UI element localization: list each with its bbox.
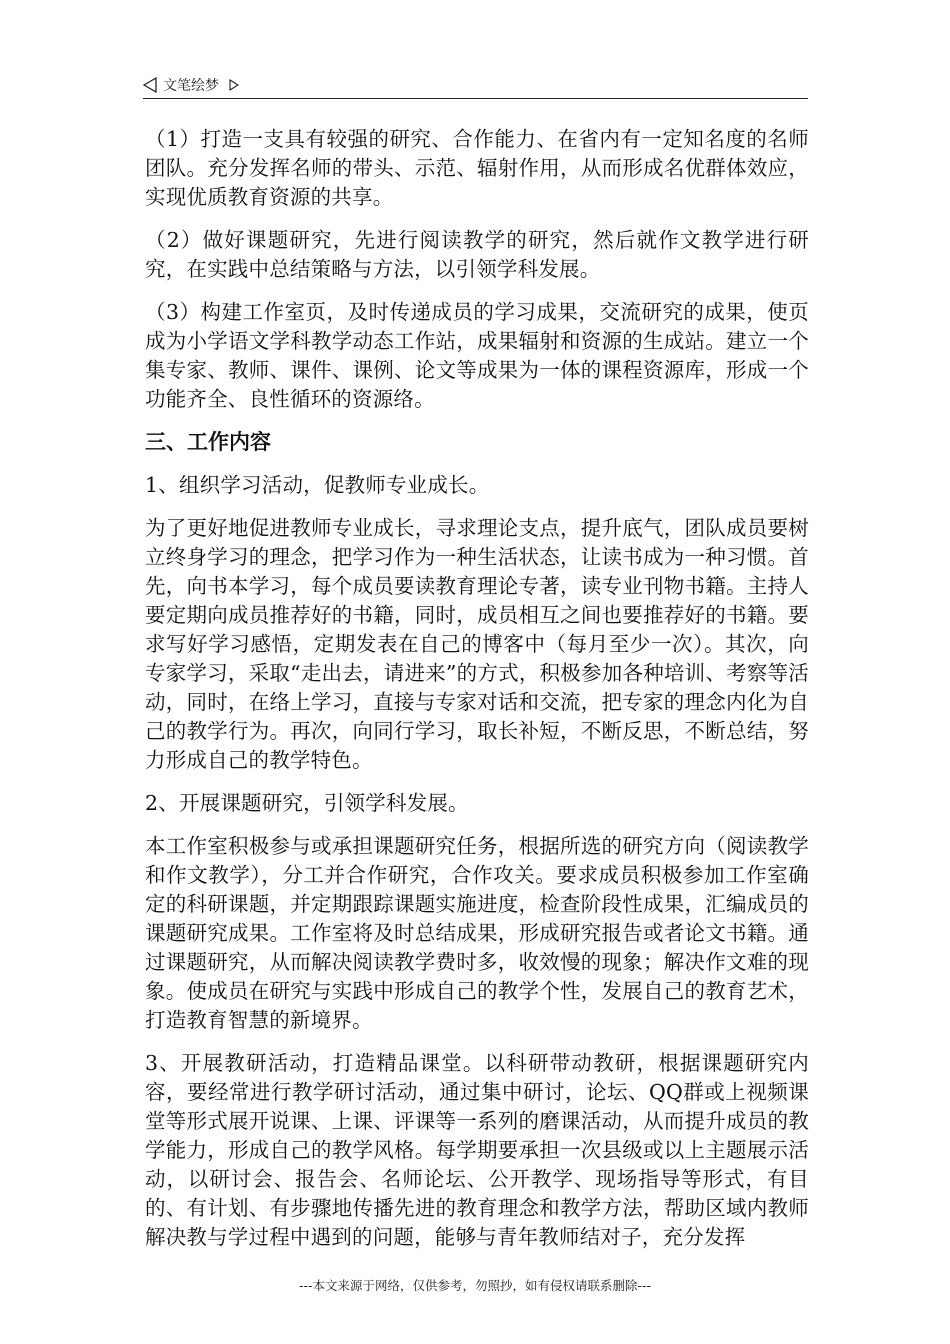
subsection-body-2: 本工作室积极参与或承担课题研究任务，根据所选的研究方向（阅读教学和作文教学），分工并合作研究，合作攻关。要求成员积极参加工作室确定的科研课题，并定期跟踪课题实施进度，检查阶段性成果，汇编成员的课题研究成果。工作室将及时总结成果，形成研究报告或者论文书籍。通过课题研究，从而解决阅读教学费时多，收效慢的现象；解决作文难的现象。使成员在研究与实践中形成自己的教学个性，发展自己的教育艺术，打造教育智慧的新境界。 xyxy=(145,834,809,1032)
document-body xyxy=(145,125,809,1266)
footer-disclaimer: ---本文来源于网络，仅供参考，勿照抄，如有侵权请联系删除--- xyxy=(298,1278,652,1293)
triangle-right-icon xyxy=(229,79,239,91)
triangle-left-icon xyxy=(143,77,157,93)
subsection-title-1: 1、组织学习活动，促教师专业成长。 xyxy=(145,473,490,497)
section-heading: 三、工作内容 xyxy=(145,430,271,454)
goal-paragraph-2: （2）做好课题研究，先进行阅读教学的研究，然后就作文教学进行研究，在实践中总结策略与方法，以引领学科发展。 xyxy=(145,228,809,281)
page-header xyxy=(143,74,808,99)
goal-paragraph-3: （3）构建工作室页，及时传递成员的学习成果，交流研究的成果，使页成为小学语文学科教学动态工作站，成果辐射和资源的生成站。建立一个集专家、教师、课件、课例、论文等成果为一体的课程资源库，形成一个功能齐全、良性循环的资源络。 xyxy=(145,300,809,411)
goal-paragraph-1: （1）打造一支具有较强的研究、合作能力、在省内有一定知名度的名师团队。充分发挥名师的带头、示范、辐射作用，从而形成名优群体效应，实现优质教育资源的共享。 xyxy=(145,127,809,209)
subsection-title-2: 2、开展课题研究，引领学科发展。 xyxy=(145,791,469,815)
subsection-body-3: 3、开展教研活动，打造精品课堂。以科研带动教研，根据课题研究内容，要经常进行教学研讨活动，通过集中研讨，论坛、QQ群或上视频课堂等形式展开说课、上课、评课等一系列的磨课活动，从而提升成员的教学能力，形成自己的教学风格。每学期要承担一次县级或以上主题展示活动，以研讨会、报告会、名师论坛、公开教学、现场指导等形式，有目的、有计划、有步骤地传播先进的教育理念和教学方法，帮助区域内教师解决教与学过程中遇到的问题，能够与青年教师结对子，充分发挥 xyxy=(145,1051,809,1249)
header-brand xyxy=(143,75,239,95)
subsection-body-1: 为了更好地促进教师专业成长，寻求理论支点，提升底气，团队成员要树立终身学习的理念，把学习作为一种生活状态，让读书成为一种习惯。首先，向书本学习，每个成员要读教育理论专著，读专业刊物书籍。主持人要定期向成员推荐好的书籍，同时，成员相互之间也要推荐好的书籍。要求写好学习感悟，定期发表在自己的博客中（每月至少一次）。其次，向专家学习，采取“走出去，请进来”的方式，积极参加各种培训、考察等活动，同时，在络上学习，直接与专家对话和交流，把专家的理念内化为自己的教学行为。再次，向同行学习，取长补短，不断反思，不断总结，努力形成自己的教学特色。 xyxy=(145,516,809,772)
header-title: 文笔绘梦 xyxy=(163,78,219,94)
